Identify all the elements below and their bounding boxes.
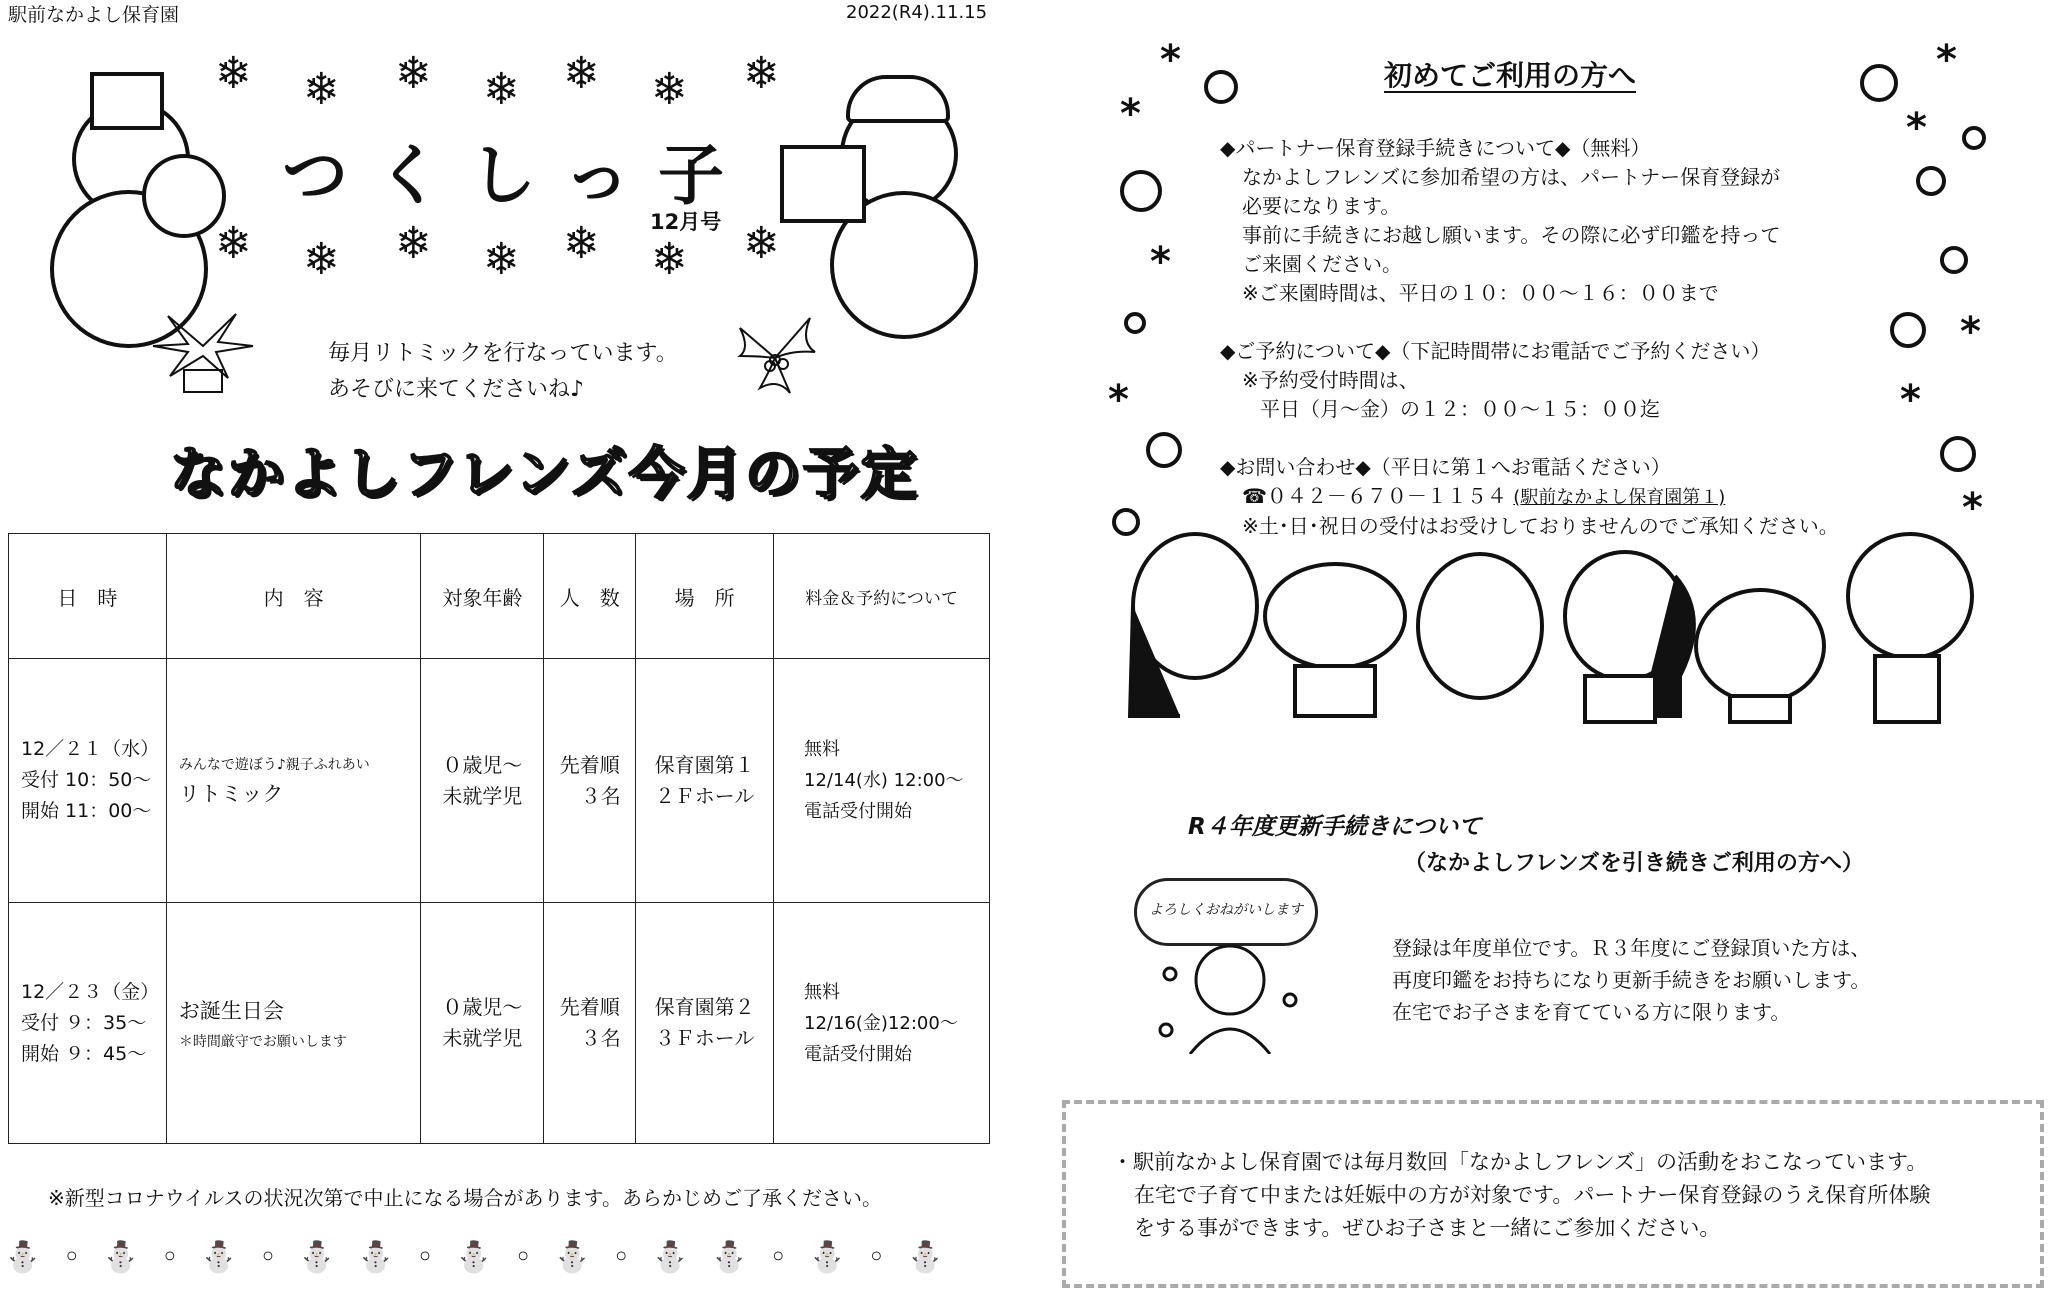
reservation-start: 12/14(水) 12:00～: [804, 770, 964, 791]
star-icon: *: [1108, 377, 1129, 423]
event-date: 12／２１（水）: [21, 738, 160, 760]
issue-date: 2022(R4).11.15: [846, 2, 988, 23]
place-building: 保育園第１: [654, 752, 755, 777]
snowflake-icon: ❄: [563, 218, 600, 269]
decoration-circle: [1962, 126, 1986, 150]
star-icon: *: [1160, 37, 1181, 83]
footer-line: 在宅で子育て中または妊娠中の方が対象です。パートナー保育登録のうえ保育所体験: [1134, 1183, 1931, 1207]
event-note: ＊時間厳守でお願いします: [178, 1034, 347, 1050]
renewal-line: 在宅でお子さまを育てている方に限ります。: [1392, 1000, 1791, 1024]
info-line: ※予約受付時間は、: [1242, 368, 1419, 392]
snowflake-icon: ❄: [743, 48, 780, 99]
place-room: ３Ｆホール: [654, 1026, 755, 1050]
snowflake-icon: ❄: [215, 48, 252, 99]
table-row: [9, 903, 990, 1144]
reception-time: 受付 10：50～: [21, 769, 152, 791]
star-icon: *: [1936, 37, 1957, 83]
info-line: 必要になります。: [1242, 194, 1401, 218]
col-header-age: 対象年齢: [421, 534, 544, 659]
newsletter-title: つくしっ子: [282, 137, 752, 214]
reception-time: 受付 ９：35～: [21, 1011, 147, 1034]
intro-line: 毎月リトミックを行なっています。: [328, 341, 678, 366]
renewal-body: [1392, 932, 1870, 1028]
star-icon: *: [1150, 239, 1171, 285]
phone-note: (駅前なかよし保育園第１): [1513, 487, 1726, 508]
star-icon: *: [1900, 377, 1921, 423]
snowflake-icon: ❄: [743, 218, 780, 269]
covid-note: ※新型コロナウイルスの状況次第で中止になる場合があります。あらかじめご了承ください。: [48, 1186, 882, 1210]
first-time-info: [1220, 134, 1839, 541]
footer-line: ・駅前なかよし保育園では毎月数回「なかよしフレンズ」の活動をおこなっています。: [1112, 1150, 1928, 1174]
snowflake-icon: ❄: [395, 48, 432, 99]
snowman-right-illustration: [780, 55, 980, 295]
count-method: 先着順: [559, 752, 620, 777]
decoration-circle: [1916, 166, 1946, 196]
first-time-title: 初めてご利用の方へ: [1384, 59, 1637, 92]
star-icon: *: [1906, 105, 1927, 151]
decoration-circle: [1940, 436, 1976, 472]
event-name: リトミック: [178, 781, 284, 806]
intro-text: [328, 336, 678, 408]
count-value: ３名: [580, 1026, 621, 1050]
col-header-place: 場 所: [636, 534, 774, 659]
table-header-row: [9, 534, 990, 659]
event-date: 12／２３（金）: [21, 980, 160, 1003]
reservation-start: 12/16(金)12:00～: [804, 1012, 958, 1034]
renewal-line: 再度印鑑をお持ちになり更新手続きをお願いします。: [1392, 968, 1871, 992]
cell-datetime: [9, 659, 167, 903]
decoration-circle: [1124, 312, 1146, 334]
star-icon: *: [1960, 309, 1981, 355]
age-from: ０歳児～: [442, 995, 523, 1019]
snowflake-icon: ❄: [303, 64, 340, 115]
start-time: 開始 ９：45～: [21, 1042, 147, 1065]
count-value: ３名: [580, 783, 621, 808]
org-name: 駅前なかよし保育園: [8, 4, 180, 26]
renewal-subtitle: （なかよしフレンズを引き続きご利用の方へ）: [1404, 851, 1864, 876]
cell-fee: [774, 903, 990, 1144]
info-line: 平日（月～金）の１２：００～１５：００迄: [1260, 397, 1660, 421]
renewal-title: R４年度更新手続きについて: [1188, 814, 1482, 840]
speech-bubble: よろしくおねがいします: [1134, 878, 1318, 946]
holly-icon: [730, 308, 820, 398]
snowman-left-illustration: [50, 60, 230, 290]
schedule-table: [8, 533, 990, 1144]
girl-illustration: [1150, 944, 1310, 1054]
col-header-count: 人 数: [544, 534, 636, 659]
info-line: なかよしフレンズに参加希望の方は、パートナー保育登録が: [1242, 165, 1781, 189]
issue-label: 12月号: [650, 210, 722, 234]
decoration-circle: [1146, 432, 1182, 468]
start-time: 開始 11：00～: [21, 800, 152, 822]
cell-fee: [774, 659, 990, 903]
schedule-title: なかよしフレンズ今月の予定: [170, 442, 919, 507]
cell-content: [166, 903, 421, 1144]
snowflake-icon: ❄: [215, 218, 252, 269]
cell-count: [544, 903, 636, 1144]
event-name: お誕生日会: [178, 999, 284, 1023]
snowflake-row-top: [215, 48, 780, 115]
info-line: 事前に手続きにお越し願います。その際に必ず印鑑を持って: [1242, 223, 1781, 247]
cell-age: [421, 659, 544, 903]
cell-count: [544, 659, 636, 903]
info-line: ご来園ください。: [1242, 252, 1402, 276]
fee-amount: 無料: [804, 739, 841, 760]
cell-datetime: [9, 903, 167, 1144]
decoration-circle: [1120, 170, 1162, 212]
phone-number: ☎０４２－６７０－１１５４: [1242, 484, 1507, 508]
col-header-fee: 料金＆予約について: [774, 534, 990, 659]
col-header-content: 内 容: [166, 534, 421, 659]
table-row: [9, 659, 990, 903]
cell-place: [636, 659, 774, 903]
snowflake-icon: ❄: [483, 64, 520, 115]
snowflake-icon: ❄: [483, 234, 520, 285]
snowflake-icon: ❄: [563, 48, 600, 99]
info-heading: ◆ご予約について◆（下記時間帯にお電話でご予約ください）: [1220, 339, 1771, 363]
fee-amount: 無料: [804, 981, 841, 1003]
snowman-border-decoration: ⛄ ◦ ⛄ ◦ ⛄ ◦ ⛄ ⛄ ◦ ⛄ ◦ ⛄ ◦ ⛄ ⛄ ◦ ⛄ ◦ ⛄: [4, 1240, 951, 1275]
decoration-circle: [1940, 246, 1968, 274]
age-to: 未就学児: [442, 783, 523, 808]
place-building: 保育園第２: [654, 995, 755, 1019]
decoration-circle: [1860, 64, 1898, 102]
col-header-datetime: 日 時: [9, 534, 167, 659]
star-icon: *: [1962, 485, 1983, 531]
info-line: ※ご来園時間は、平日の１０：００～１６：００まで: [1242, 281, 1719, 305]
children-illustration: [1120, 516, 2000, 726]
intro-line: あそびに来てくださいね♪: [328, 377, 585, 402]
count-method: 先着順: [559, 995, 620, 1019]
cell-content: [166, 659, 421, 903]
star-icon: *: [1120, 91, 1141, 137]
snowflake-icon: ❄: [651, 64, 688, 115]
info-line: ※土･日･祝日の受付はお受けしておりませんのでご承知ください。: [1242, 514, 1839, 538]
snowflake-icon: ❄: [395, 218, 432, 269]
renewal-line: 登録は年度単位です。Ｒ３年度にご登録頂いた方は、: [1392, 936, 1871, 960]
decoration-circle: [1204, 70, 1238, 104]
reservation-method: 電話受付開始: [804, 1043, 913, 1065]
snowflake-icon: ❄: [651, 234, 688, 285]
phone-line: [1220, 482, 1839, 512]
decoration-circle: [1890, 312, 1926, 348]
event-subtitle: みんなで遊ぼう♪親子ふれあい: [178, 756, 370, 773]
place-room: ２Ｆホール: [654, 783, 755, 808]
info-heading: ◆お問い合わせ◆（平日に第１へお電話ください）: [1220, 455, 1671, 479]
reservation-method: 電話受付開始: [804, 801, 913, 822]
age-to: 未就学児: [442, 1026, 523, 1050]
poinsettia-icon: [148, 306, 258, 396]
footer-text: [1112, 1146, 1930, 1245]
cell-age: [421, 903, 544, 1144]
footer-line: をする事ができます。ぜひお子さまと一緒にご参加ください。: [1134, 1216, 1721, 1240]
cell-place: [636, 903, 774, 1144]
info-heading: ◆パートナー保育登録手続きについて◆（無料）: [1220, 136, 1651, 160]
age-from: ０歳児～: [442, 752, 523, 777]
snowflake-icon: ❄: [303, 234, 340, 285]
